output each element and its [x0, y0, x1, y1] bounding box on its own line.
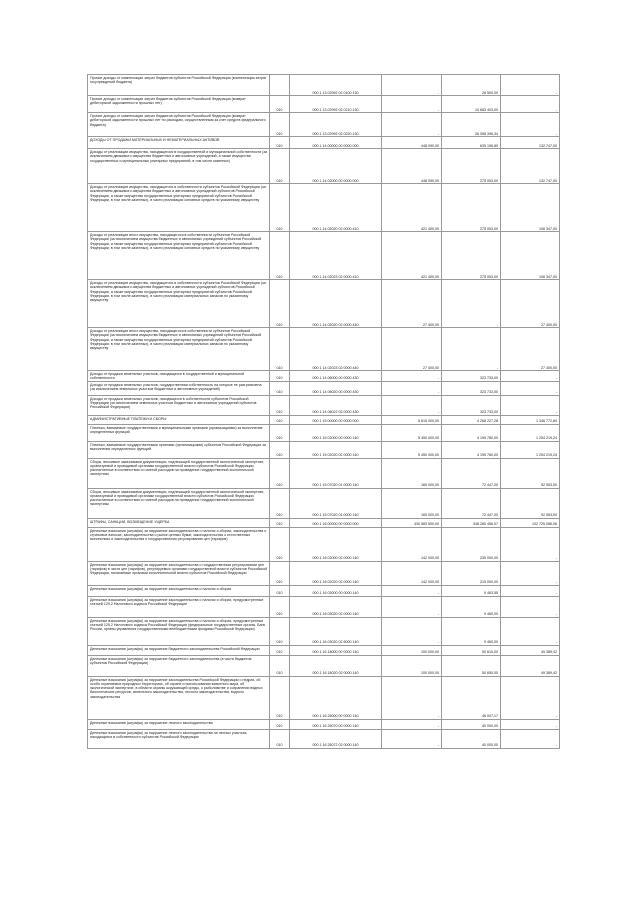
row-executed-value-cell: 323 733,00 [442, 371, 501, 382]
row-name-cell: Прочие доходы от компенсации затрат бюджетов субъектов Российской Федерации (возврат дебиторской задолженности прошлых лет по расходам, осуществленным за счет средств федерального бюджета) [88, 113, 270, 137]
row-budget-code-cell: 000 1 16 02000 02 0000 140 [290, 527, 382, 561]
row-unexecuted-value-cell: 1 346 772,84 [501, 415, 560, 424]
table-row [88, 395, 560, 415]
table-row [88, 561, 560, 585]
row-approved-value-cell: - [382, 676, 442, 719]
row-approved-value-cell: 448 090,00 [382, 137, 442, 149]
table-row [88, 280, 560, 328]
row-budget-code-cell: 000 1 14 06000 00 0000 430 [290, 371, 382, 382]
row-executed-value-cell: 26 098 396,34 [442, 113, 501, 137]
table-row [88, 371, 560, 382]
row-budget-code-cell: 000 1 15 00000 00 0000 000 [290, 415, 382, 424]
row-name-cell: Денежные взыскания (штрафы) за нарушение бюджетного законодательства (в части бюджетов субъектов Российской Федерации) [88, 655, 270, 676]
row-code-cell: 010 [270, 137, 290, 149]
row-name-cell: Денежные взыскания (штрафы) за нарушение законодательства о налогах и сборах, предусмотренные статьей 129.2 Налогового кодекса Российской Федерации [88, 596, 270, 617]
row-approved-value-cell: 27 400,00 [382, 280, 442, 328]
table-row [88, 137, 560, 149]
row-code-cell: 010 [270, 96, 290, 113]
row-executed-value-cell: 9 460,00 [442, 617, 501, 645]
row-name-cell: Доходы от продажи земельных участков, находящихся в собственности субъектов Российской Федерации (за исключением земельных участков бюджетных и автономных учреждений субъектов Российской Федерации) [88, 395, 270, 415]
table-row [88, 232, 560, 280]
row-budget-code-cell: 000 1 13 02992 02 0220 130 [290, 113, 382, 137]
row-code-cell: 010 [270, 518, 290, 527]
row-name-cell: ШТРАФЫ, САНКЦИИ, ВОЗМЕЩЕНИЕ УЩЕРБА [88, 518, 270, 527]
row-approved-value-cell: - [382, 596, 442, 617]
row-executed-value-cell: 40 000,00 [442, 729, 501, 748]
row-executed-value-cell: 10 683 403,00 [442, 96, 501, 113]
row-approved-value-cell: 100 000,00 [382, 655, 442, 676]
table-row [88, 328, 560, 371]
row-code-cell: 010 [270, 232, 290, 280]
table-row [88, 415, 560, 424]
row-approved-value-cell: - [382, 395, 442, 415]
row-unexecuted-value-cell: 92 553,00 [501, 488, 560, 518]
row-name-cell: Доходы от реализации имущества, находящегося в государственной и муниципальной собственности (за исключением движимого имущества бюджетных и автономных учреждений, а также имущества государственных и муниципальных унитарных предприятий, в том числе казенных) [88, 149, 270, 184]
row-budget-code-cell: 000 1 14 00000 00 0000 000 [290, 137, 382, 149]
row-name-cell: Денежные взыскания (штрафы) за нарушение законодательства о государственном регулировании цен (тарифов) в части цен (тарифов), регулируемых органами государственной власти субъектов Российской Федерации, налагаемые органами исполнительной власти субъектов Российской Федерации [88, 561, 270, 585]
table-row [88, 585, 560, 596]
row-name-cell: Прочие доходы от компенсации затрат бюджетов субъектов Российской Федерации (возврат дебиторской задолженности прошлых лет) [88, 96, 270, 113]
row-budget-code-cell: 000 1 16 02020 02 0000 140 [290, 561, 382, 585]
table-row [88, 488, 560, 518]
row-name-cell: Платежи, взимаемые государственными органами (организациями) субъектов Российской Федерации за выполнение определенных функций [88, 441, 270, 458]
row-code-cell: 010 [270, 415, 290, 424]
row-approved-value-cell: 421 400,00 [382, 232, 442, 280]
row-code-cell: 010 [270, 184, 290, 232]
row-executed-value-cell: 215 000,00 [442, 561, 501, 585]
row-budget-code-cell: 000 1 14 02023 02 0000 410 [290, 232, 382, 280]
row-unexecuted-value-cell: 102 725 086,06 [501, 518, 560, 527]
row-approved-value-cell: 430 583 500,00 [382, 518, 442, 527]
row-executed-value-cell: 323 733,00 [442, 381, 501, 395]
row-unexecuted-value-cell: - [501, 527, 560, 561]
row-name-cell: Доходы от реализации имущества, находящегося в собственности субъектов Российской Федерации (за исключением движимого имущества бюджетных и автономных учреждений субъектов Российской Федерации, а также имущества государственных унитарных предприятий субъектов Российской Федерации, в том числе казенных), в части реализации основных средств по указанному имуществу [88, 184, 270, 232]
row-unexecuted-value-cell: 49 389,42 [501, 655, 560, 676]
row-unexecuted-value-cell: 1 254 219,24 [501, 441, 560, 458]
row-name-cell: Доходы от реализации иного имущества, находящегося в собственности субъектов Российской Федерации (за исключением имущества бюджетных и автономных учреждений субъектов Российской Федерации, а также имущества государственных унитарных предприятий субъектов Российской Федерации, в том числе казенных), в части реализации основных средств по указанному имуществу [88, 232, 270, 280]
row-executed-value-cell: 635 196,89 [442, 137, 501, 149]
row-unexecuted-value-cell: 132 747,00 [501, 137, 560, 149]
row-code-cell: 010 [270, 719, 290, 729]
row-unexecuted-value-cell: - [501, 371, 560, 382]
revenue-table-body [88, 75, 560, 749]
row-unexecuted-value-cell: - [501, 729, 560, 748]
row-unexecuted-value-cell: - [501, 585, 560, 596]
row-budget-code-cell: 000 1 16 25000 00 0000 140 [290, 676, 382, 719]
row-name-cell: Денежные взыскания (штрафы) за нарушение лесного законодательства на лесных участках, находящихся в собственности субъектов Российской Федерации [88, 729, 270, 748]
row-approved-value-cell: - [382, 113, 442, 137]
row-name-cell: ДОХОДЫ ОТ ПРОДАЖИ МАТЕРИАЛЬНЫХ И НЕМАТЕРИАЛЬНЫХ АКТИВОВ [88, 137, 270, 149]
table-row [88, 184, 560, 232]
row-approved-value-cell: - [382, 75, 442, 96]
row-approved-value-cell: 142 000,00 [382, 561, 442, 585]
row-approved-value-cell: 165 000,00 [382, 458, 442, 488]
row-executed-value-cell: 72 447,00 [442, 458, 501, 488]
row-executed-value-cell: 348 265 456,07 [442, 518, 501, 527]
row-approved-value-cell: 421 400,00 [382, 184, 442, 232]
table-row [88, 458, 560, 488]
table-row [88, 617, 560, 645]
row-unexecuted-value-cell: - [501, 719, 560, 729]
row-approved-value-cell: - [382, 585, 442, 596]
table-row [88, 729, 560, 748]
row-approved-value-cell: - [382, 96, 442, 113]
table-row [88, 424, 560, 441]
row-approved-value-cell: - [382, 371, 442, 382]
row-budget-code-cell: 000 1 14 02020 02 0000 410 [290, 184, 382, 232]
row-approved-value-cell: 5 450 000,00 [382, 424, 442, 441]
row-unexecuted-value-cell: - [501, 596, 560, 617]
row-approved-value-cell: - [382, 719, 442, 729]
row-code-cell: 010 [270, 395, 290, 415]
row-unexecuted-value-cell: 27 400,00 [501, 280, 560, 328]
row-unexecuted-value-cell: 1 254 219,24 [501, 424, 560, 441]
row-approved-value-cell: 142 000,00 [382, 527, 442, 561]
row-unexecuted-value-cell: - [501, 96, 560, 113]
row-approved-value-cell: 165 000,00 [382, 488, 442, 518]
row-approved-value-cell: - [382, 617, 442, 645]
row-code-cell: 010 [270, 113, 290, 137]
row-name-cell: Сборы, вносимые заказчиками документации, подлежащей государственной экологической экспертизе, организуемой и проводимой органами государственной власти субъектов Российской Федерации, рассчитанные в соответствии со сметой расходов на проведение государственной экологической экспертизы [88, 488, 270, 518]
row-unexecuted-value-cell: 106 347,00 [501, 232, 560, 280]
row-approved-value-cell: 100 000,00 [382, 645, 442, 655]
row-executed-value-cell: 50 650,00 [442, 655, 501, 676]
row-executed-value-cell: 235 000,00 [442, 527, 501, 561]
row-name-cell: Денежные взыскания (штрафы) за нарушение законодательства Российской Федерации о недрах, об особо охраняемых природных территориях, об охране и использовании животного мира, об экологической экспертизе, в области охраны окружающей среды, о рыболовстве и сохранении водных биологических ресурсов, земельного законодательства, лесного законодательства, водного законодательства [88, 676, 270, 719]
row-code-cell: 010 [270, 596, 290, 617]
row-unexecuted-value-cell: - [501, 617, 560, 645]
row-budget-code-cell: 000 1 14 02023 02 0000 440 [290, 328, 382, 371]
row-code-cell: 010 [270, 458, 290, 488]
row-executed-value-cell: 275 053,00 [442, 232, 501, 280]
row-approved-value-cell: - [382, 381, 442, 395]
table-row [88, 149, 560, 184]
table-row [88, 381, 560, 395]
row-name-cell: Доходы от реализации иного имущества, находящегося в собственности субъектов Российской Федерации (за исключением имущества бюджетных и автономных учреждений субъектов Российской Федерации, а также имущества государственных унитарных предприятий субъектов Российской Федерации, в том числе казенных), в части реализации материальных запасов по указанному имуществу [88, 328, 270, 371]
row-name-cell: Платежи, взимаемые государственными и муниципальными органами (организациями) за выполнение определенных функций [88, 424, 270, 441]
table-row [88, 596, 560, 617]
report-sheet [87, 74, 559, 749]
row-approved-value-cell: 5 450 000,00 [382, 441, 442, 458]
row-name-cell: Денежные взыскания (штрафы) за нарушение бюджетного законодательства Российской Федерации [88, 645, 270, 655]
row-executed-value-cell: 323 733,00 [442, 395, 501, 415]
row-name-cell: Денежные взыскания (штрафы) за нарушение лесного законодательства [88, 719, 270, 729]
row-approved-value-cell: 5 615 000,00 [382, 415, 442, 424]
row-code-cell: 010 [270, 488, 290, 518]
table-row [88, 75, 560, 96]
row-code-cell: 010 [270, 585, 290, 596]
row-approved-value-cell: - [382, 729, 442, 748]
row-approved-value-cell: 448 090,00 [382, 149, 442, 184]
row-name-cell: Доходы от реализации имущества, находящегося в собственности субъектов Российской Федерации (за исключением движимого имущества бюджетных и автономных учреждений субъектов Российской Федерации, а также имущества государственных унитарных предприятий субъектов Российской Федерации, в том числе казенных), в части реализации материальных запасов по указанному имуществу [88, 280, 270, 328]
row-code-cell [270, 75, 290, 96]
row-executed-value-cell: 40 000,00 [442, 719, 501, 729]
row-code-cell: 010 [270, 645, 290, 655]
row-executed-value-cell: - [442, 328, 501, 371]
row-budget-code-cell: 000 1 16 25070 00 0000 140 [290, 719, 382, 729]
row-code-cell: 010 [270, 617, 290, 645]
table-row [88, 518, 560, 527]
row-executed-value-cell: 9 460,00 [442, 596, 501, 617]
table-row [88, 113, 560, 137]
table-row [88, 676, 560, 719]
row-executed-value-cell: 28 500,00 [442, 75, 501, 96]
row-budget-code-cell: 000 1 16 18020 02 0000 140 [290, 655, 382, 676]
row-budget-code-cell: 000 1 16 03020 02 6000 140 [290, 617, 382, 645]
row-unexecuted-value-cell: - [501, 561, 560, 585]
row-budget-code-cell: 000 1 14 02000 00 0000 000 [290, 149, 382, 184]
row-code-cell: 010 [270, 655, 290, 676]
row-budget-code-cell: 000 1 13 02992 02 0100 130 [290, 75, 382, 96]
row-unexecuted-value-cell: - [501, 676, 560, 719]
row-unexecuted-value-cell: 106 347,00 [501, 184, 560, 232]
row-code-cell: 010 [270, 729, 290, 748]
row-unexecuted-value-cell: - [501, 113, 560, 137]
row-budget-code-cell: 000 1 13 02992 02 0210 130 [290, 96, 382, 113]
row-budget-code-cell: 000 1 16 00000 00 0000 000 [290, 518, 382, 527]
row-name-cell: Денежные взыскания (штрафы) за нарушение законодательства о налогах и сборах [88, 585, 270, 596]
row-executed-value-cell: 275 053,00 [442, 184, 501, 232]
row-executed-value-cell: 72 447,00 [442, 488, 501, 518]
row-unexecuted-value-cell: - [501, 381, 560, 395]
row-budget-code-cell: 000 1 15 02000 00 0000 140 [290, 424, 382, 441]
row-unexecuted-value-cell: 27 400,00 [501, 328, 560, 371]
table-row [88, 719, 560, 729]
row-budget-code-cell: 000 1 14 02020 02 0000 440 [290, 280, 382, 328]
row-name-cell: Доходы от продажи земельных участков, государственная собственность на которые не разграничена (за исключением земельных участков бюджетных и автономных учреждений) [88, 381, 270, 395]
row-unexecuted-value-cell: 49 389,42 [501, 645, 560, 655]
row-executed-value-cell: 4 195 780,00 [442, 441, 501, 458]
row-code-cell: 010 [270, 328, 290, 371]
row-executed-value-cell: 4 195 780,00 [442, 424, 501, 441]
row-name-cell: Доходы от продажи земельных участков, находящихся в государственной и муниципальной собственности [88, 371, 270, 382]
row-name-cell: АДМИНИСТРАТИВНЫЕ ПЛАТЕЖИ И СБОРЫ [88, 415, 270, 424]
row-code-cell: 010 [270, 280, 290, 328]
row-executed-value-cell: - [442, 280, 501, 328]
row-unexecuted-value-cell: 132 747,00 [501, 149, 560, 184]
row-budget-code-cell: 000 1 16 03000 00 0000 140 [290, 585, 382, 596]
row-executed-value-cell: 46 007,17 [442, 676, 501, 719]
row-unexecuted-value-cell: - [501, 395, 560, 415]
row-approved-value-cell: 27 400,00 [382, 328, 442, 371]
revenue-table [87, 74, 560, 749]
table-row [88, 655, 560, 676]
row-budget-code-cell: 000 1 14 06022 02 0000 430 [290, 395, 382, 415]
row-executed-value-cell: 9 463,55 [442, 585, 501, 596]
row-code-cell: 010 [270, 561, 290, 585]
row-budget-code-cell: 000 1 15 07020 01 0000 140 [290, 488, 382, 518]
row-code-cell: 010 [270, 149, 290, 184]
row-budget-code-cell: 000 1 16 25072 02 0000 140 [290, 729, 382, 748]
row-budget-code-cell: 000 1 15 07020 01 0000 140 [290, 458, 382, 488]
row-name-cell: Денежные взыскания (штрафы) за нарушение законодательства о налогах и сборах, законодательства о страховых взносах, законодательства о рынке ценных бумаг, законодательства о естественных монополиях и законодательства о государственном регулировании цен (тарифов) [88, 527, 270, 561]
row-code-cell: 010 [270, 441, 290, 458]
row-unexecuted-value-cell: 92 553,00 [501, 458, 560, 488]
row-unexecuted-value-cell: - [501, 75, 560, 96]
row-name-cell: Прочие доходы от компенсации затрат бюджетов субъектов Российской Федерации (компенсации затрат госучреждений бюджета) [88, 75, 270, 96]
row-budget-code-cell: 000 1 16 03020 02 0000 140 [290, 596, 382, 617]
row-code-cell: 010 [270, 371, 290, 382]
row-name-cell: Денежные взыскания (штрафы) за нарушение законодательства о налогах и сборах, предусмотренные статьей 129.2 Налогового кодекса Российской Федерации (федеральные государственные органы, Банк России, органы управления государственными внебюджетными фондами Российской Федерации) [88, 617, 270, 645]
row-executed-value-cell: 4 268 227,28 [442, 415, 501, 424]
row-code-cell: 010 [270, 676, 290, 719]
row-name-cell: Сборы, вносимые заказчиками документации, подлежащей государственной экологической экспертизе, организуемой и проводимой органами государственной власти субъектов Российской Федерации, рассчитанные в соответствии со сметой расходов на проведение государственной экологической экспертизы [88, 458, 270, 488]
row-budget-code-cell: 000 1 14 06020 00 0000 430 [290, 381, 382, 395]
row-executed-value-cell: 275 053,00 [442, 149, 501, 184]
row-executed-value-cell: 50 610,00 [442, 645, 501, 655]
table-row [88, 96, 560, 113]
table-row [88, 527, 560, 561]
table-row [88, 645, 560, 655]
row-code-cell: 010 [270, 424, 290, 441]
table-row [88, 441, 560, 458]
row-budget-code-cell: 000 1 15 02020 02 0000 140 [290, 441, 382, 458]
row-code-cell: 010 [270, 381, 290, 395]
row-code-cell: 010 [270, 527, 290, 561]
row-budget-code-cell: 000 1 16 18000 00 0000 140 [290, 645, 382, 655]
